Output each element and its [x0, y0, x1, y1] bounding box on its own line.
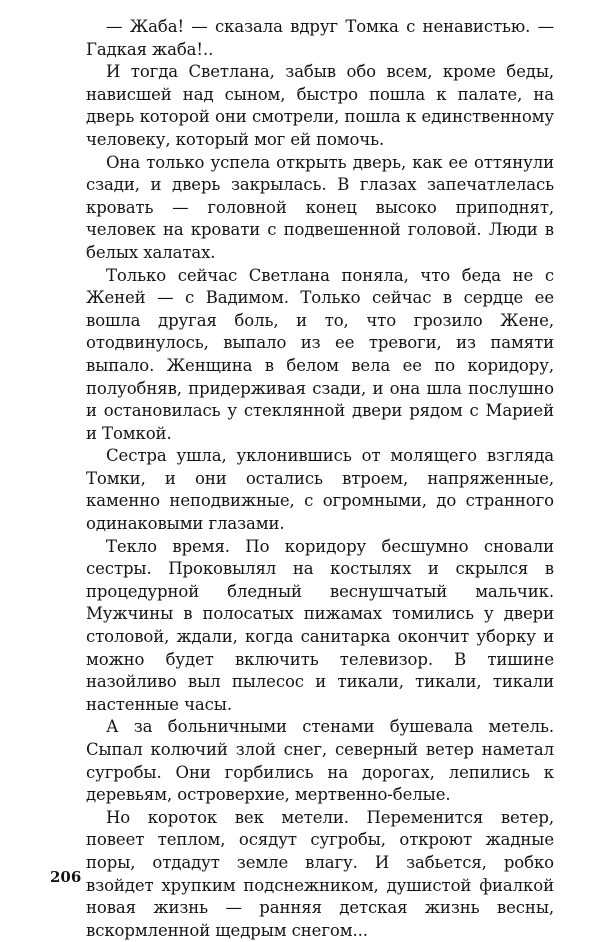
paragraph: А за больничными стенами бушевала метель. Сыпал колючий злой снег, северный ветер наметал сугробы. Они горбились на дорогах, лепились к деревьям, островерхие, мертвенно-белые. — [86, 717, 554, 805]
paragraph: — Жаба! — сказала вдруг Томка с ненавистью. — Гадкая жаба!.. — [86, 17, 554, 59]
paragraph: Только сейчас Светлана поняла, что беда не с Женей — с Вадимом. Только сейчас в сердце ее вошла другая боль, и то, что грозило Жене, отодвинулось, выпало из ее тревоги, из памяти выпало. Женщина в белом вела ее по коридору, полуобняв, придерживая сзади, и она шла послушно и остановилась у стеклянной двери рядом с Марией и Томкой. — [86, 265, 554, 443]
page-number: 206 — [50, 868, 82, 886]
paragraph: Текло время. По коридору бесшумно сновали сестры. Проковылял на костылях и скрылся в процедурной бледный веснушчатый мальчик. Мужчины в полосатых пижамах томились у двери столовой, ждали, когда санитарка окончит уборку и можно будет включить телевизор. В тишине назойливо выл пылесос и тикали, тикали, тикали настенные часы. — [86, 536, 554, 714]
paragraph: Она только успела открыть дверь, как ее оттянули сзади, и дверь закрылась. В глазах запечатлелась кровать — головной конец высоко приподнят, человек на кровати с подвешенной головой. Люди в белых халатах. — [86, 152, 554, 262]
paragraph: И тогда Светлана, забыв обо всем, кроме беды, нависшей над сыном, быстро пошла к палате, на дверь которой они смотрели, пошла к единственному человеку, который мог ей помочь. — [86, 62, 554, 149]
body-text — [86, 16, 554, 942]
paragraph: Сестра ушла, уклонившись от молящего взгляда Томки, и они остались втроем, напряженные, каменно неподвижные, с огромными, до странного одинаковыми глазами. — [86, 446, 554, 534]
paragraph: Но короток век метели. Переменится ветер, повеет теплом, осядут сугробы, откроют жадные поры, отдадут земле влагу. И забьется, робко взойдет хрупким подснежником, душистой фиалкой новая жизнь — ранняя детская жизнь весны, вскормленной щедрым снегом... — [86, 807, 554, 940]
